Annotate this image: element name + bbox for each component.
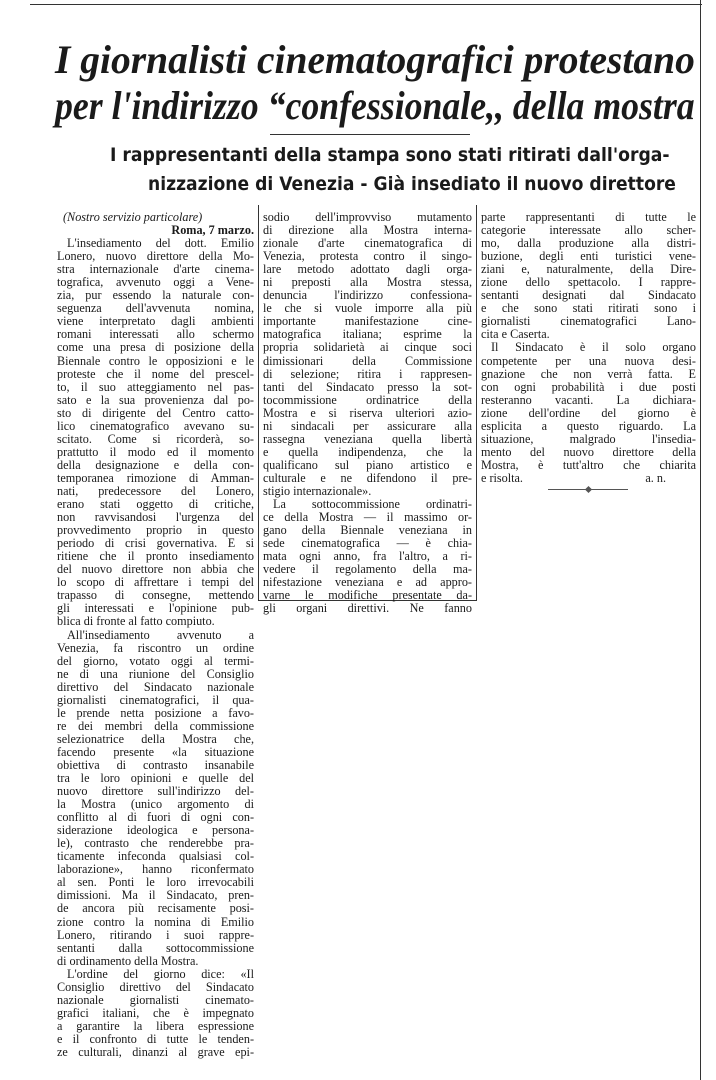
text-line: Consiglio direttivo del Sindacato — [57, 979, 254, 994]
text-line: ritiene che il pronto insediamento — [57, 549, 254, 564]
text-line: zione contro la nomina di Emilio — [57, 914, 254, 929]
text-line: stra internazionale d'arte cinema- — [57, 262, 254, 277]
text-line: Biennale contro le opposizioni e le — [57, 353, 254, 368]
text-line: la Mostra (unico argomento di — [57, 797, 254, 812]
text-line: selezionatrice della Mostra che, — [57, 731, 254, 746]
text-line: Venezia, fa riscontro un ordine — [57, 640, 254, 655]
text-line: matografica italiana; esprime la — [263, 327, 472, 342]
text-line: lo scopo di affrettare i tempi del — [57, 575, 254, 590]
text-line: come una presa di posizione della — [57, 340, 254, 355]
top-rule — [30, 4, 702, 5]
text-line: mento del nuovo direttore della — [481, 444, 696, 459]
text-line: ticamente infeconda qualsiasi col- — [57, 849, 254, 864]
text-line: nuovo direttore sull'indirizzo del- — [57, 784, 254, 799]
text-line: sentanti dalla sottocommissione — [57, 940, 254, 955]
text-line: culturale e ne difendono il pre- — [263, 470, 472, 485]
text-line: di direzione alla Mostra interna- — [263, 223, 472, 238]
text-line: facendo presente «la situazione — [57, 744, 254, 759]
text-line: di ordinamento della Mostra. — [57, 953, 199, 968]
text-line: sto di dirigente del Centro catto- — [57, 405, 254, 420]
text-line: All'insediamento avvenuto a — [67, 627, 254, 642]
text-line: ze culturali, dinanzi al grave epi- — [57, 1045, 254, 1059]
text-line: La sottocommissione ordinatri- — [273, 497, 472, 512]
text-line: scitato. Come si ricorderà, so- — [57, 431, 254, 446]
column-2-right-rule — [476, 205, 477, 601]
text-line: direttivo del Sindacato nazionale — [57, 679, 254, 694]
text-line: gnazione che non verrà fatta. E — [481, 366, 696, 381]
text-line: nazionale giornalisti cinemato- — [57, 992, 254, 1007]
text-line: cita e Caserta. — [481, 327, 550, 342]
text-line: prattutto il modo ed il momento — [57, 444, 254, 459]
text-line: romani interessati allo schermo — [57, 327, 254, 342]
text-line: grafici italiani, che è impegnato — [57, 1005, 254, 1020]
text-line: giornalisti cinematografici Lano- — [481, 314, 696, 329]
text-line: al sen. Ponti le loro irrevocabili — [57, 875, 254, 890]
text-line: del nuovo direttore non abbia che — [57, 562, 254, 577]
text-line: le prende netta posizione a favo- — [57, 705, 254, 720]
text-line: Venezia, protesta contro il singo- — [263, 249, 472, 264]
author-signature: a. n. — [645, 470, 666, 485]
text-line: dimissionari della Commissione — [263, 353, 472, 368]
text-line: L'insediamento del dott. Emilio — [67, 236, 254, 251]
text-line: situazione, malgrado l'insedia- — [481, 431, 696, 446]
text-line: Lonero, ritirando i suoi rappre- — [57, 927, 254, 942]
text-line: conflitto al di fuori di ogni con- — [57, 810, 254, 825]
text-line: viene interpretato dagli ambienti — [57, 314, 254, 329]
text-line: dimissioni. Ma il Sindacato, pren- — [57, 888, 254, 903]
text-line: del giorno, votato oggi al termi- — [57, 653, 254, 668]
text-line: ziani e, naturalmente, della Dire- — [481, 262, 696, 277]
text-line: e il confronto di tutte le tenden- — [57, 1031, 254, 1046]
text-line: di selezione; ritira i rappresen- — [263, 366, 472, 381]
text-line: sato e la sua provenienza dal po- — [57, 392, 254, 407]
text-line: gli organi direttivi. Ne fanno — [263, 601, 472, 616]
text-line: rassegna veneziana quella libertà — [263, 431, 472, 446]
text-line: ni preposti alla Mostra stessa, — [263, 275, 472, 290]
headline-line-1: I giornalisti cinematografici protestano — [55, 37, 695, 82]
text-line: blica di fronte al fatto compiuto. — [57, 614, 215, 629]
article-column-1 — [57, 211, 254, 1059]
text-line: sodio dell'improvviso mutamento — [263, 210, 472, 224]
text-line: mata ogni anno, fra l'altro, a ri- — [263, 549, 472, 564]
text-line: zione dello spettacolo. I rappre- — [481, 275, 696, 290]
text-line: categorie interessate allo scher- — [481, 223, 696, 238]
text-line: e quella indipendenza, che la — [263, 444, 472, 459]
text-line: buzione, degli enti turistici vene- — [481, 249, 696, 264]
text-line: Il Sindacato è il solo organo — [491, 340, 696, 355]
text-line: siderazione ideologica e persona- — [57, 823, 254, 838]
text-line: tocommissione ordinatrice della — [263, 392, 472, 407]
headline-rule — [270, 134, 470, 135]
text-line: re dei membri della commissione — [57, 718, 254, 733]
text-line: provvedimento proprio in questo — [57, 523, 254, 538]
text-line: ce della Mostra — il massimo or- — [263, 510, 472, 525]
text-line: vedere il regolamento della ma- — [263, 562, 472, 577]
text-line: mo, dalla produzione alla distri- — [481, 236, 696, 251]
text-line: gli interessati e l'opinione pub- — [57, 601, 254, 616]
text-line: sentanti designati dal Sindacato — [481, 288, 696, 303]
text-line: gano della Biennale veneziana in — [263, 523, 472, 538]
text-line: seguenza dell'avvenuta nomina, — [57, 301, 254, 316]
text-line: qualificano sul piano artistico e — [263, 457, 472, 472]
text-line: le), contrasto che renderebbe pra- — [57, 836, 254, 851]
text-line: della designazione e della con- — [57, 457, 254, 472]
text-line: e che sono stati ritirati sono i — [481, 301, 696, 316]
text-line: tografica, avvenuto oggi a Vene- — [57, 275, 254, 290]
text-line: Mostra e si riserva ulteriori azio- — [263, 405, 472, 420]
text-line: de ancora più recisamente posi- — [57, 901, 254, 916]
text-line: competente per una nuova desi- — [481, 353, 696, 368]
text-line: L'ordine del giorno dice: «Il — [67, 966, 254, 981]
text-line: non ravvisandosi l'urgenza del — [57, 510, 254, 525]
text-line: tra le loro opinioni e quelle del — [57, 771, 254, 786]
text-line: varne le modifiche presentate da- — [263, 588, 472, 603]
text-line: le che si vuole imporre alla più — [263, 301, 472, 316]
text-line: to, il suo atteggiamento nel pas- — [57, 379, 254, 394]
right-border — [700, 0, 701, 1080]
text-line: e risolta. — [481, 470, 523, 485]
text-line: ne di una riunione del Consiglio — [57, 666, 254, 681]
article-column-3 — [481, 211, 696, 498]
text-line: giornalisti cinematografici, il qua- — [57, 692, 254, 707]
text-line: periodo di crisi governativa. E si — [57, 536, 254, 551]
subheadline-line-2: nizzazione di Venezia - Già insediato il nuovo direttore — [148, 173, 676, 195]
text-line: con ogni probabilità i due posti — [481, 379, 696, 394]
text-line: zione dell'ordine del giorno è — [481, 405, 696, 420]
article-column-2 — [263, 211, 472, 615]
text-line: erano stati oggetto di critiche, — [57, 497, 254, 512]
headline-line-2: per l'indirizzo “confessionale,, della mostra — [55, 83, 695, 128]
text-line: temporanea rimozione di Amman- — [57, 470, 254, 485]
text-line: lare metodo adottato dagli orga- — [263, 262, 472, 277]
text-line: stigio internazionale». — [263, 483, 372, 498]
text-line: ni sindacali per assicurare alla — [263, 418, 472, 433]
end-separator — [548, 489, 628, 490]
dateline: Roma, 7 marzo. — [171, 223, 254, 238]
service-credit: (Nostro servizio particolare) — [63, 210, 203, 224]
text-line: Mostra, è tutt'altro che chiarita — [481, 457, 696, 472]
text-line: trapasso di consegne, mettendo — [57, 588, 254, 603]
text-line: parte rappresentanti di tutte le — [481, 210, 696, 224]
text-line: denuncia l'indirizzo confessiona- — [263, 288, 472, 303]
text-line: nifestazione veneziana e ad appro- — [263, 575, 472, 590]
text-line: sede cinematografica — è chia- — [263, 536, 472, 551]
text-line: nati, predecessore del Lonero, — [57, 483, 254, 498]
column-2-left-rule — [258, 205, 259, 601]
text-line: laborazione», hanno riconfermato — [57, 862, 254, 877]
text-line: lico cinematografico avevano su- — [57, 418, 254, 433]
text-line: resteranno vacanti. La dichiara- — [481, 392, 696, 407]
text-line: proteste che il nome del prescel- — [57, 366, 254, 381]
text-line: obiettiva di contrasto insanabile — [57, 757, 254, 772]
text-line: propria solidarietà ai cinque soci — [263, 340, 472, 355]
text-line: importante manifestazione cine- — [263, 314, 472, 329]
text-line: a garantire la libera espressione — [57, 1018, 254, 1033]
text-line: zia, pur essendo la naturale con- — [57, 288, 254, 303]
text-line: zionale d'arte cinematografica di — [263, 236, 472, 251]
text-line: tanti del Sindacato presso la sot- — [263, 379, 472, 394]
text-line: esplicita a questo riguardo. La — [481, 418, 696, 433]
text-line: Lonero, nuovo direttore della Mo- — [57, 249, 254, 264]
subheadline-line-1: I rappresentanti della stampa sono stati ritirati dall'orga- — [110, 144, 670, 166]
